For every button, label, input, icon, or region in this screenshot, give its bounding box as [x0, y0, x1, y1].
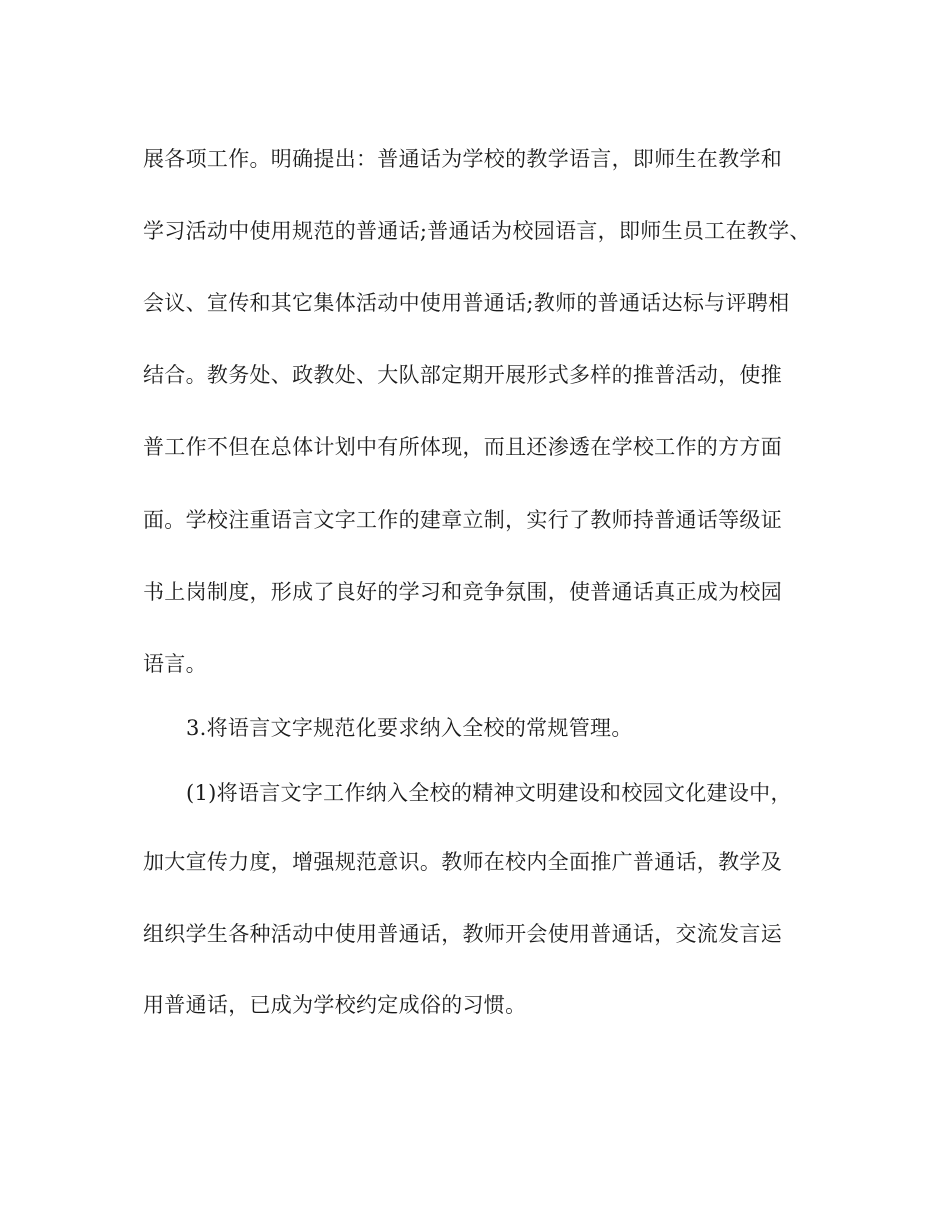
paragraph-1-line-4: 结合。教务处、政教处、大队部定期开展形式多样的推普活动，使推: [143, 363, 782, 387]
paragraph-1-line-7: 书上岗制度，形成了良好的学习和竞争氛围，使普通话真正成为校园: [143, 580, 782, 604]
paragraph-2-line-2: 加大宣传力度，增强规范意识。教师在校内全面推广普通话，教学及: [143, 850, 782, 874]
section-heading-3: 3.将语言文字规范化要求纳入全校的常规管理。: [186, 716, 633, 740]
paragraph-1-line-3: 会议、宣传和其它集体活动中使用普通话;教师的普通话达标与评聘相: [143, 291, 790, 315]
paragraph-1-line-8: 语言。: [143, 652, 207, 676]
paragraph-2-line-3: 组织学生各种活动中使用普通话，教师开会使用普通话，交流发言运: [143, 922, 782, 946]
paragraph-1-line-1: 展各项工作。明确提出：普通话为学校的教学语言，即师生在教学和: [143, 147, 782, 171]
paragraph-1-line-2: 学习活动中使用规范的普通话;普通话为校园语言，即师生员工在教学、: [143, 219, 811, 243]
paragraph-1-line-6: 面。学校注重语言文字工作的建章立制，实行了教师持普通话等级证: [143, 508, 782, 532]
paragraph-1-line-5: 普工作不但在总体计划中有所体现，而且还渗透在学校工作的方方面: [143, 435, 782, 459]
paragraph-2-line-1: (1)将语言文字工作纳入全校的精神文明建设和校园文化建设中，: [186, 781, 792, 805]
paragraph-2-line-4: 用普通话，已成为学校约定成俗的习惯。: [143, 993, 527, 1017]
